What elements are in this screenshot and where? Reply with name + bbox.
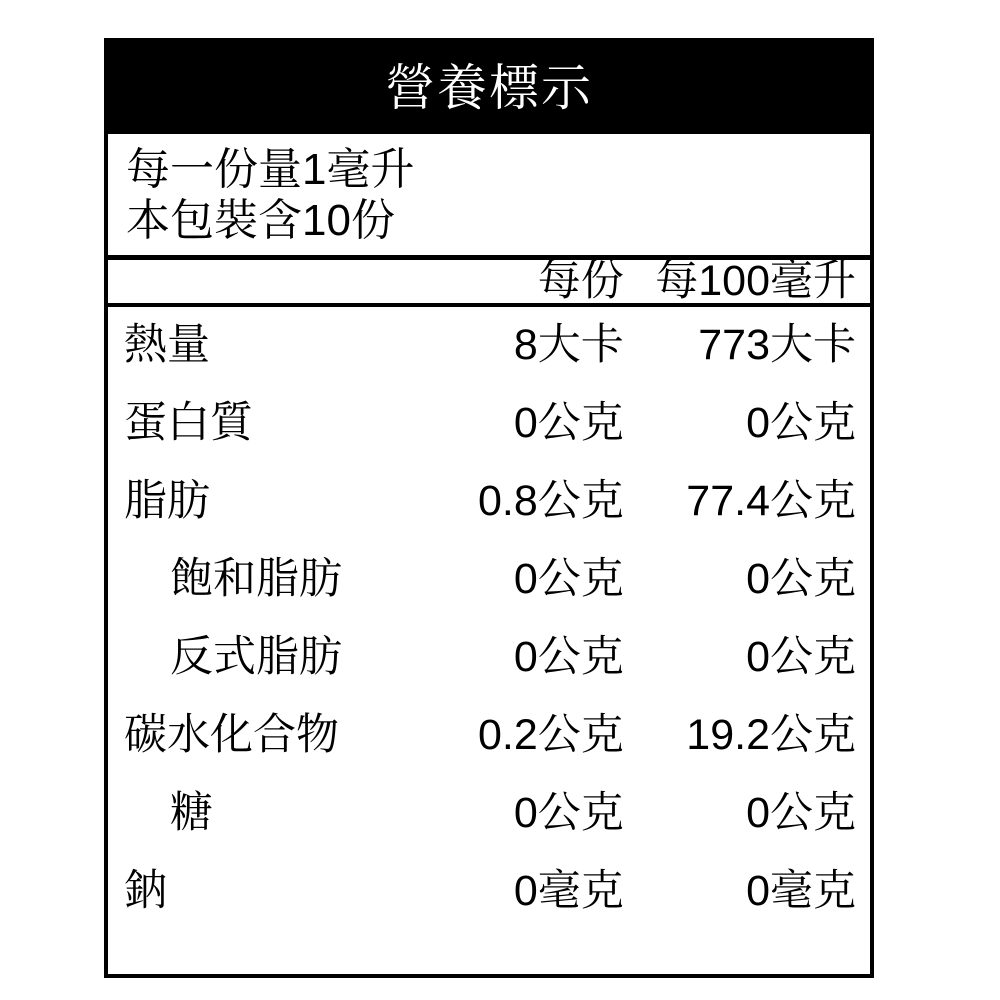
table-row [108,463,870,541]
nutrient-per-100ml-value: 0公克 [746,399,856,448]
nutrient-per-serving-value: 8大卡 [513,321,624,370]
serving-size-text: 每一份量1毫升 [126,145,415,194]
nutrient-per-serving-value: 0毫克 [513,867,624,916]
nutrient-per-100ml-value: 0公克 [746,789,856,838]
nutrient-per-serving-value: 0公克 [513,399,624,448]
table-row [108,541,870,619]
nutrient-per-100ml-value: 773大卡 [698,321,856,370]
column-header-per-100ml: 每100毫升 [655,256,856,305]
nutrient-name: 糖 [170,789,213,838]
table-row [108,385,870,463]
nutrient-name: 熱量 [124,321,210,370]
table-row [108,853,870,931]
table-row [108,697,870,775]
nutrition-label-panel [104,38,874,978]
nutrient-name: 反式脂肪 [170,633,342,682]
nutrient-per-100ml-value: 19.2公克 [686,711,856,760]
table-row [108,305,870,385]
table-header-row [108,260,870,305]
serving-info-block [108,134,870,260]
label-title-bar [108,42,870,134]
page-title: 營養標示 [385,60,593,116]
nutrient-per-100ml-value: 0公克 [746,555,856,604]
table-row [108,619,870,697]
nutrient-name: 脂肪 [124,477,210,526]
table-row [108,775,870,853]
nutrient-per-100ml-value: 0公克 [746,633,856,682]
nutrient-per-100ml-value: 77.4公克 [686,477,856,526]
nutrition-table-body [108,256,870,931]
nutrient-per-serving-value: 0公克 [513,555,624,604]
column-header-per-serving: 每份 [537,256,624,305]
servings-per-package-text: 本包裝含10份 [126,196,395,246]
nutrient-name: 碳水化合物 [124,711,339,760]
nutrition-table [108,256,870,931]
column-header-name [108,260,420,305]
nutrient-per-serving-value: 0公克 [513,789,624,838]
nutrient-name: 鈉 [124,867,167,916]
nutrient-per-serving-value: 0.2公克 [477,711,624,760]
nutrient-per-100ml-value: 0毫克 [746,867,856,916]
nutrient-per-serving-value: 0.8公克 [477,477,624,526]
nutrient-name: 飽和脂肪 [170,555,342,604]
nutrient-per-serving-value: 0公克 [513,633,624,682]
nutrient-name: 蛋白質 [124,399,253,448]
